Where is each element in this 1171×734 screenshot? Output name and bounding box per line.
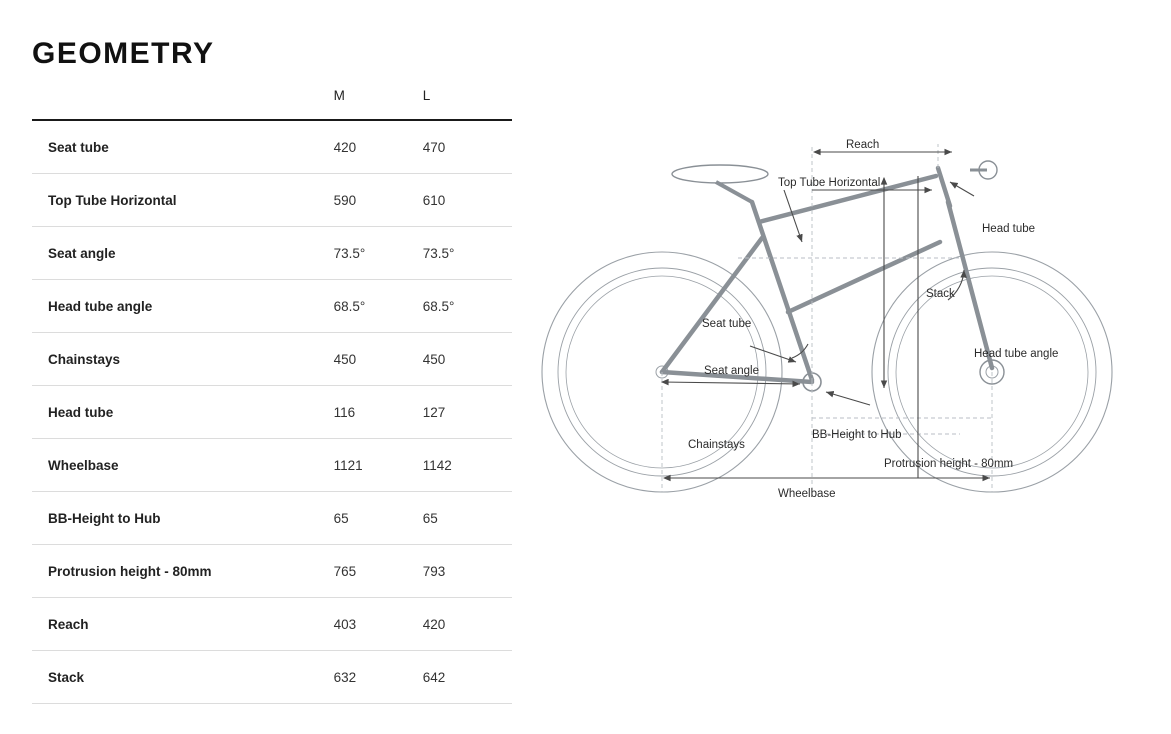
row-value-l: 1142 bbox=[422, 458, 452, 473]
page-title: GEOMETRY bbox=[32, 37, 215, 70]
label-stack: Stack bbox=[926, 288, 955, 300]
row-value-l: 65 bbox=[422, 511, 438, 526]
row-label: Seat angle bbox=[48, 246, 116, 261]
row-value-l: 470 bbox=[422, 140, 446, 155]
row-value-m: 450 bbox=[333, 352, 357, 367]
row-value-m: 116 bbox=[333, 405, 356, 420]
row-label: Stack bbox=[48, 670, 85, 685]
column-header-m: M bbox=[333, 88, 345, 103]
wheels-group bbox=[542, 252, 1112, 492]
row-value-m: 632 bbox=[333, 670, 357, 685]
label-head-tube: Head tube bbox=[982, 223, 1036, 235]
label-top-tube-horizontal: Top Tube Horizontal bbox=[778, 177, 881, 189]
geometry-table bbox=[32, 88, 512, 704]
chainstays-dimension bbox=[662, 382, 800, 384]
row-value-m: 403 bbox=[333, 617, 357, 632]
table-row bbox=[32, 120, 512, 174]
column-header-name bbox=[32, 88, 334, 120]
table-body bbox=[32, 120, 512, 704]
row-label: Protrusion height - 80mm bbox=[48, 564, 212, 579]
saddle-and-bb bbox=[672, 161, 1004, 391]
label-head-tube-angle: Head tube angle bbox=[974, 348, 1059, 360]
row-value-l: 450 bbox=[422, 352, 446, 367]
row-value-m: 65 bbox=[333, 511, 349, 526]
row-value-l: 73.5° bbox=[422, 246, 455, 261]
table-row bbox=[32, 651, 512, 704]
label-chainstays: Chainstays bbox=[688, 439, 745, 451]
table-row bbox=[32, 227, 512, 280]
row-value-l: 68.5° bbox=[422, 299, 455, 314]
table-row bbox=[32, 174, 512, 227]
row-label: BB-Height to Hub bbox=[48, 511, 161, 526]
label-reach: Reach bbox=[846, 139, 880, 151]
table-row bbox=[32, 492, 512, 545]
table-row bbox=[32, 280, 512, 333]
row-value-m: 420 bbox=[333, 140, 357, 155]
row-value-m: 590 bbox=[333, 193, 357, 208]
row-value-m: 1121 bbox=[333, 458, 363, 473]
row-label: Reach bbox=[48, 617, 89, 632]
row-label: Wheelbase bbox=[48, 458, 119, 473]
head-tube-pointer bbox=[950, 182, 974, 196]
table-row bbox=[32, 598, 512, 651]
label-wheelbase: Wheelbase bbox=[778, 488, 836, 500]
row-value-l: 610 bbox=[422, 193, 446, 208]
row-value-l: 642 bbox=[422, 670, 446, 685]
row-value-m: 73.5° bbox=[333, 246, 366, 261]
row-value-l: 420 bbox=[422, 617, 446, 632]
column-header-l: L bbox=[422, 88, 431, 103]
row-value-m: 68.5° bbox=[333, 299, 366, 314]
frame-group bbox=[662, 168, 992, 382]
label-bb-height-to-hub: BB-Height to Hub bbox=[812, 429, 902, 441]
label-protrusion-height: Protrusion height - 80mm bbox=[884, 458, 1014, 470]
row-label: Head tube bbox=[48, 405, 114, 420]
table-row bbox=[32, 386, 512, 439]
row-label: Seat tube bbox=[48, 140, 109, 155]
row-label: Top Tube Horizontal bbox=[48, 193, 177, 208]
table-head bbox=[32, 88, 512, 120]
bb-height-pointer bbox=[826, 392, 870, 405]
row-label: Head tube angle bbox=[48, 299, 153, 314]
row-value-m: 765 bbox=[333, 564, 357, 579]
row-value-l: 793 bbox=[422, 564, 446, 579]
table-row bbox=[32, 545, 512, 598]
label-seat-angle: Seat angle bbox=[704, 365, 759, 377]
row-label: Chainstays bbox=[48, 352, 121, 367]
row-value-l: 127 bbox=[422, 405, 446, 420]
table-row bbox=[32, 333, 512, 386]
label-seat-tube: Seat tube bbox=[702, 318, 752, 330]
table-row bbox=[32, 439, 512, 492]
table-header-row bbox=[32, 88, 512, 120]
bike-geometry-diagram bbox=[540, 130, 1160, 550]
